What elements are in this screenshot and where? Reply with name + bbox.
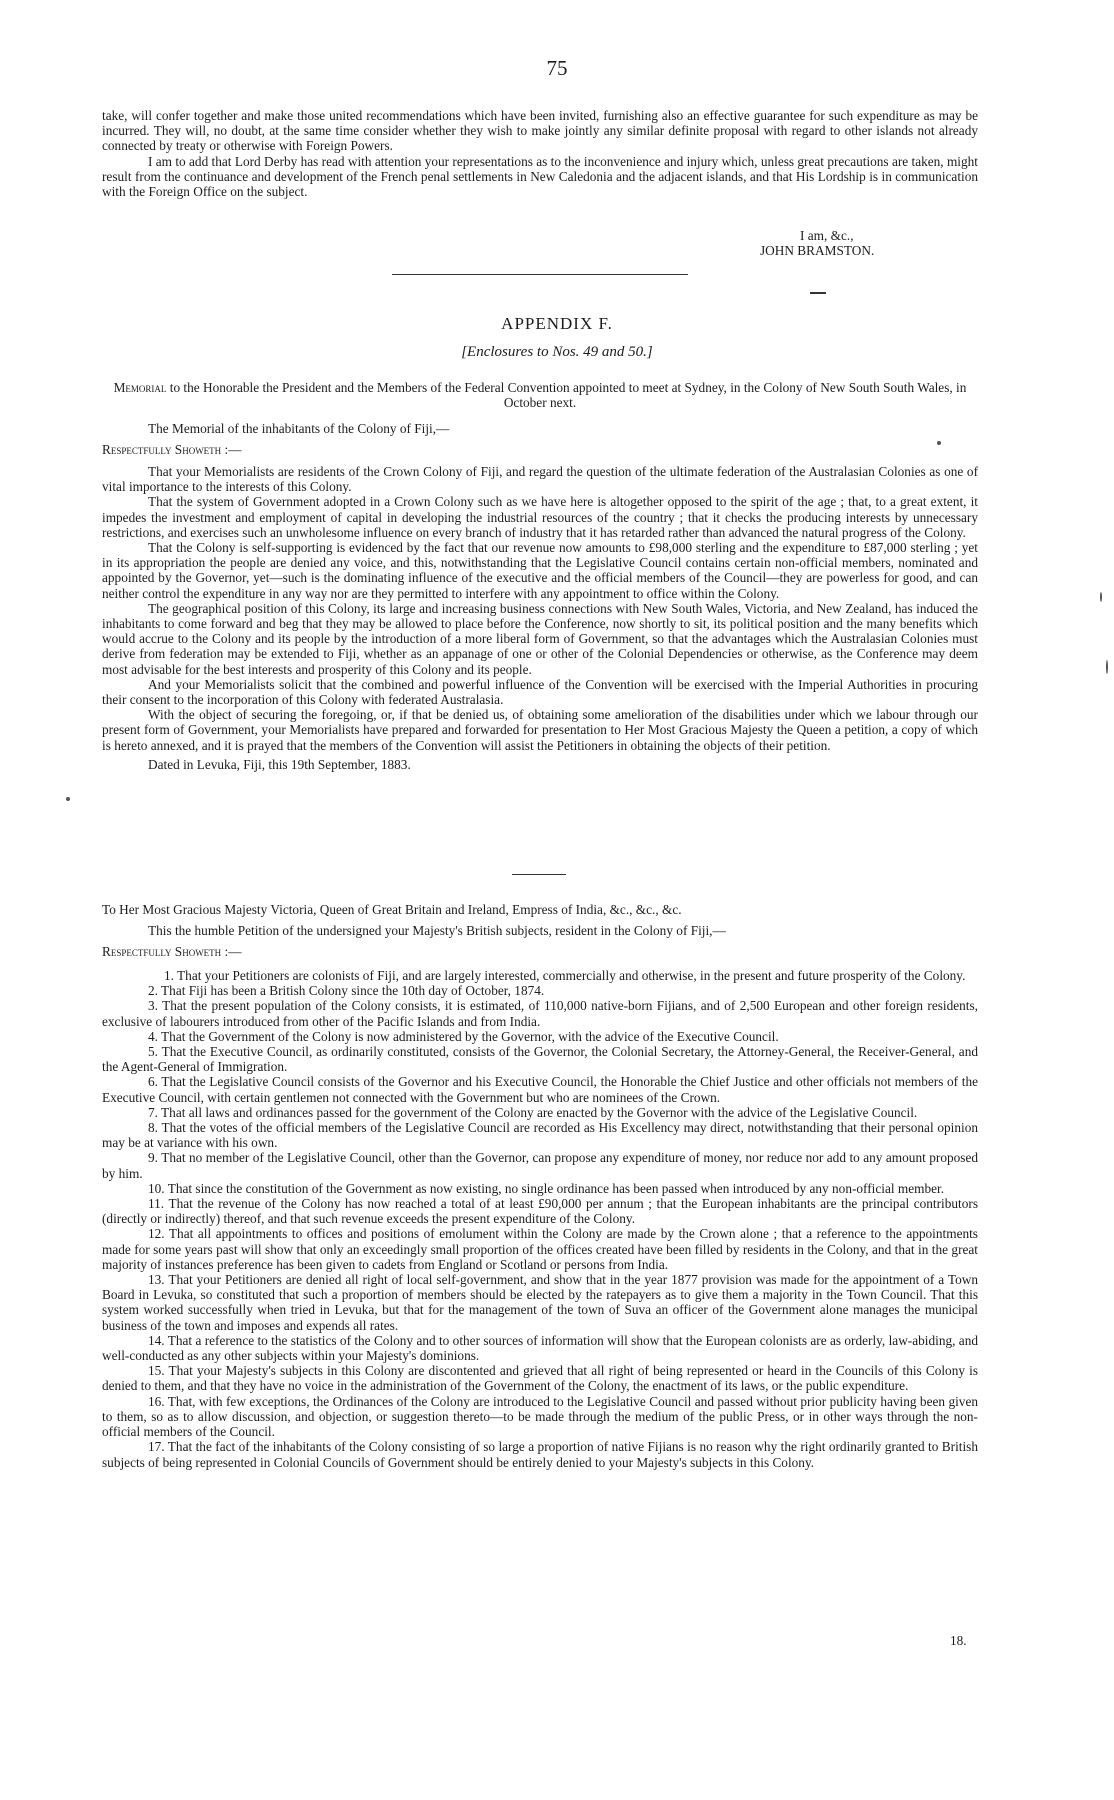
petition-item: 10. That since the constitution of the Government as now existing, no single ordinance has been passed when introduced by any non-official member. [148,1180,945,1196]
appendix-subtitle: [Enclosures to Nos. 49 and 50.] [461,344,653,360]
petition-address: To Her Most Gracious Majesty Victoria, Queen of Great Britain and Ireland, Empress of India, &c., &c., &c. [102,902,682,917]
paragraph: That the Colony is self-supporting is evidenced by the fact that our revenue now amounts to £98,000 sterling and the expenditure to £87,000 sterling ; yet in its appropriation the people are denied any voice, and this, notwithstanding that the Legislative Council contains certain non-official members, nominated and appointed by the Governor, yet—such is the dominating influence of the executive and the official members of the Council—they are powerless for good, and can neither control the expenditure in any way nor are they permitted to interfere with any appointment to office within the Colony. [102,540,978,601]
closing: I am, &c., [800,228,854,243]
scan-speck [937,441,941,445]
paragraph: With the object of securing the foregoing, or, if that be denied us, of obtaining some amelioration of the disabilities under which we labour through our present form of Government, your Memorialists have prepared and forwarded for presentation to Her Most Gracious Majesty the Queen a petition, a copy of which is hereto annexed, and it is prayed that the members of the Convention will assist the Petitioners in obtaining the objects of their petition. [102,707,978,753]
paragraph: That the system of Government adopted in a Crown Colony such as we have here is altogether opposed to the spirit of the age ; that, to a great extent, it impedes the investment and employment of capital in developing the industrial resources of the country ; that it checks the producing interests by unnecessary restrictions, and exercises such an unwholesome influence on every branch of industry that it has retarded rather than advanced the natural progress of the Colony. [102,494,978,540]
signature: JOHN BRAMSTON. [760,243,875,259]
petition-intro: This the humble Petition of the undersigned your Majesty's British subjects, resident in the Colony of Fiji,— [148,923,726,939]
petition-item: 12. That all appointments to offices and positions of emolument within the Colony are made by the Crown alone ; that a reference to the appointments made for some years past will show that only an exceedingly small proportion of the offices created have been filled by residents in the Colony, and that in the great majority of instances preference has been given to cadets from England or Scotland or persons from India. [102,1226,978,1272]
petition-item: 6. That the Legislative Council consists of the Governor and his Executive Council, the Honorable the Chief Justice and other officials not members of the Executive Council, with certain gentlemen not connected with the Government but who are nominees of the Crown. [102,1074,978,1105]
petition-item: 8. That the votes of the official members of the Legislative Council are recorded as His Excellency may direct, notwithstanding that their personal opinion may be at variance with his own. [102,1120,978,1151]
memorial-showeth-block [102,442,978,457]
petition-item: 11. That the revenue of the Colony has now reached a total of at least £90,000 per annum ; that the European inhabitants are the principal contributors (directly or indirectly) thereof, and that such revenue exceeds the present expenditure of the Colony. [102,1196,978,1227]
petition-item: 2. That Fiji has been a British Colony since the 10th day of October, 1874. [148,983,545,999]
ink-mark [810,292,826,294]
letter-continuation [102,108,978,199]
paragraph: The geographical position of this Colony, its large and increasing business connections with New South Wales, Victoria, and New Zealand, has induced the inhabitants to come forward and beg that they may be allowed to place before the Conference, now shortly to sit, its political position and the many benefits which would accrue to the Colony and its people by the introduction of a more liberal form of Government, so that the advantages which the Australasian Colonies must derive from federation may be extended to Fiji, whether as an appanage of one or other of the Colonial Dependencies or otherwise, as the Conference may deem most advisable for the best interests and prosperity of this Colony and its people. [102,600,978,677]
petition-item: 4. That the Government of the Colony is now administered by the Governor, with the advice of the Executive Council. [148,1028,779,1044]
petition-address-block [102,902,978,960]
scan-speck [1106,660,1108,674]
scan-speck [66,797,70,801]
section-divider [392,274,688,275]
petition-showeth: Respectfully Showeth :— [102,944,242,960]
petition-item: 9. That no member of the Legislative Council, other than the Governor, can propose any expenditure of money, nor reduce nor add to any amount proposed by him. [102,1150,978,1181]
petition-item: 1. That your Petitioners are colonists of Fiji, and are largely interested, commercially and otherwise, in the present and future prosperity of the Colony. [164,968,966,983]
memorial-dated: Dated in Levuka, Fiji, this 19th September, 1883. [148,756,411,772]
paragraph: That your Memorialists are residents of the Crown Colony of Fiji, and regard the question of the ultimate federation of the Australasian Colonies as one of vital importance to the interests of this Colony. [102,464,978,495]
paragraph: take, will confer together and make those united recommendations which have been invited, furnishing also an effective guarantee for such expenditure as may be incurred. They will, no doubt, at the same time consider whether they wish to make jointly any similar definite proposal with regard to other islands not already connected by treaty or otherwise with Foreign Powers. [102,108,978,154]
petition-item: 15. That your Majesty's subjects in this Colony are discontented and grieved that all right of being represented or heard in the Councils of this Colony is denied to them, and that they have no voice in the administration of the Government of the Colony, the enactment of its laws, or the public expenditure. [102,1363,978,1394]
petition-item: 3. That the present population of the Colony consists, it is estimated, of 110,000 native-born Fijians, and of 2,500 European and other foreign residents, exclusive of labourers introduced from other of the Pacific Islands and from India. [102,998,978,1029]
letter-signature-block [760,228,990,258]
appendix-title: APPENDIX F. [501,314,613,333]
memorial-intro: The Memorial of the inhabitants of the Colony of Fiji,— [148,421,450,436]
scan-speck [1100,592,1102,602]
petition-item: 5. That the Executive Council, as ordinarily constituted, consists of the Governor, the Colonial Secretary, the Attorney-General, the Receiver-General, and the Agent-General of Immigration. [102,1044,978,1075]
petition-item: 17. That the fact of the inhabitants of the Colony consisting of so large a proportion of native Fijians is no reason why the right ordinarily granted to British subjects of being represented in Colonial Councils of Government should be entirely denied to your Majesty's subjects in this Colony. [102,1439,978,1470]
memorial-showeth: Respectfully Showeth :— [102,442,242,457]
petition-item: 7. That all laws and ordinances passed for the government of the Colony are enacted by the Governor with the advice of the Legislative Council. [148,1104,918,1120]
memorial-heading-text: to the Honorable the President and the Members of the Federal Convention appointed to meet at Sydney, in the Colony of New South South Wales, in October next. [169,380,967,411]
section-divider [512,874,566,875]
page-number: 75 [546,56,568,80]
petition-item: 13. That your Petitioners are denied all right of local self-government, and show that in the year 1877 provision was made for the appointment of a Town Board in Levuka, so constituted that such a proportion of members should be elected by the ratepayers as to give them a majority in the Town Council. That this system worked successfully when tried in Levuka, but that for the management of the town of Suva an officer of the Government alone manages the municipal business of the town and imposes and expends all rates. [102,1272,978,1333]
catchword: 18. [950,1633,967,1648]
petition-item: 16. That, with few exceptions, the Ordinances of the Colony are introduced to the Legislative Council and passed without prior publicity having been given to them, so as to allow discussion, and objection, or suggestion thereto—to be made through the medium of the public Press, or in other ways through the non-official members of the Council. [102,1393,978,1440]
memorial-heading [102,380,978,410]
paragraph: I am to add that Lord Derby has read with attention your representations as to the inconvenience and injury which, unless great precautions are taken, might result from the continuance and development of the French penal settlements in New Caledonia and the adjacent islands, and that His Lordship is in communication with the Foreign Office on the subject. [102,153,978,200]
memorial-body [102,464,978,772]
petition-item: 14. That a reference to the statistics of the Colony and to other sources of information will show that the European colonists are as orderly, law-abiding, and well-conducted as any other subjects within your Majesty's dominions. [102,1332,978,1364]
petition-items [102,968,978,1470]
memorial-intro-block [102,421,978,436]
paragraph: And your Memorialists solicit that the combined and powerful influence of the Convention will be exercised with the Imperial Authorities in procuring their consent to the incorporation of this Colony with federated Australasia. [102,676,978,708]
memorial-heading-lead: Memorial [113,380,167,395]
